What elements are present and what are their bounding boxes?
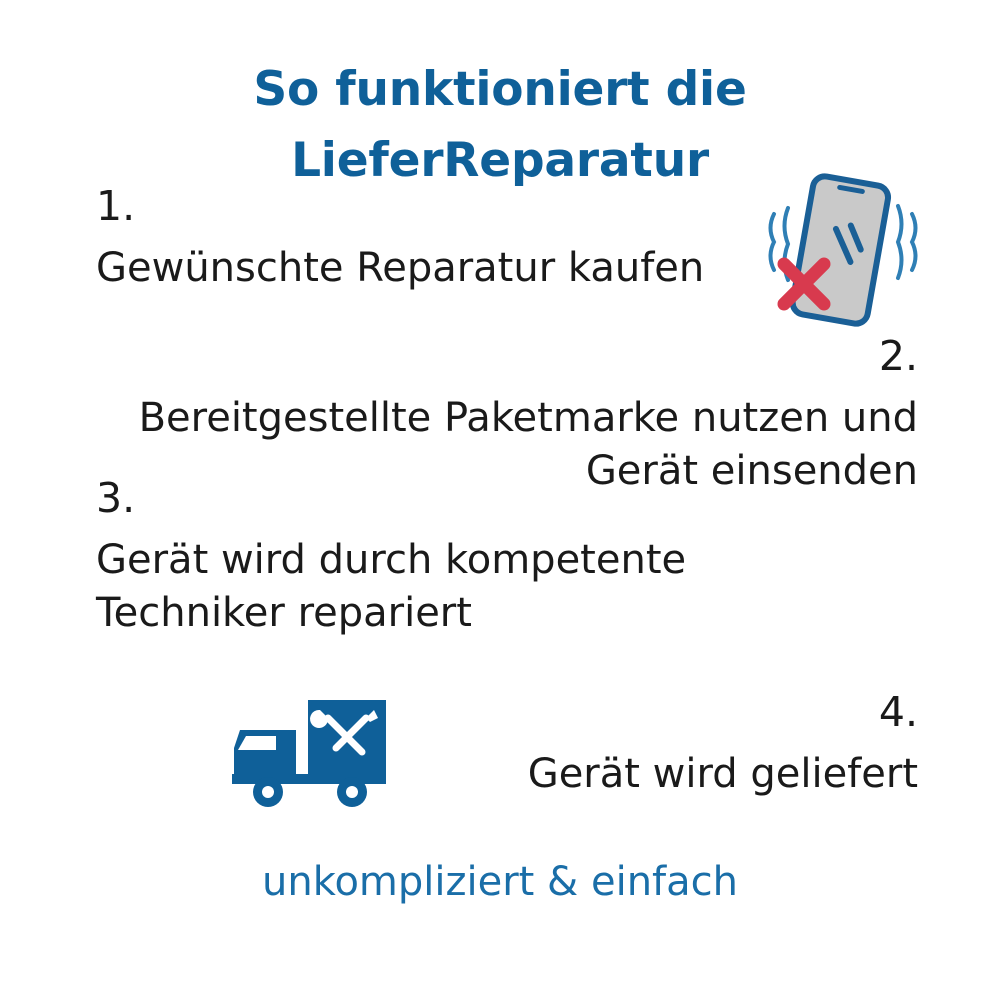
tagline: unkompliziert & einfach — [262, 859, 738, 905]
delivery-truck-repair-icon — [228, 694, 398, 814]
step-text-3: Gerät wird durch kompetente Techniker repariert — [96, 537, 687, 637]
step-number-2: 2. — [878, 332, 918, 380]
title-line-1: So funktioniert die — [253, 62, 747, 117]
step-number-4: 4. — [878, 688, 918, 736]
step-text-2: Bereitgestellte Paketmarke nutzen und Gerät einsenden — [138, 395, 918, 495]
step-text-1: Gewünschte Reparatur kaufen — [96, 245, 705, 291]
cracked-phone-icon — [748, 172, 928, 342]
step-number-1: 1. — [96, 182, 136, 230]
title-line-2: LieferReparatur — [291, 133, 709, 189]
step-text-4: Gerät wird geliefert — [527, 751, 918, 797]
step-number-3: 3. — [96, 474, 136, 522]
